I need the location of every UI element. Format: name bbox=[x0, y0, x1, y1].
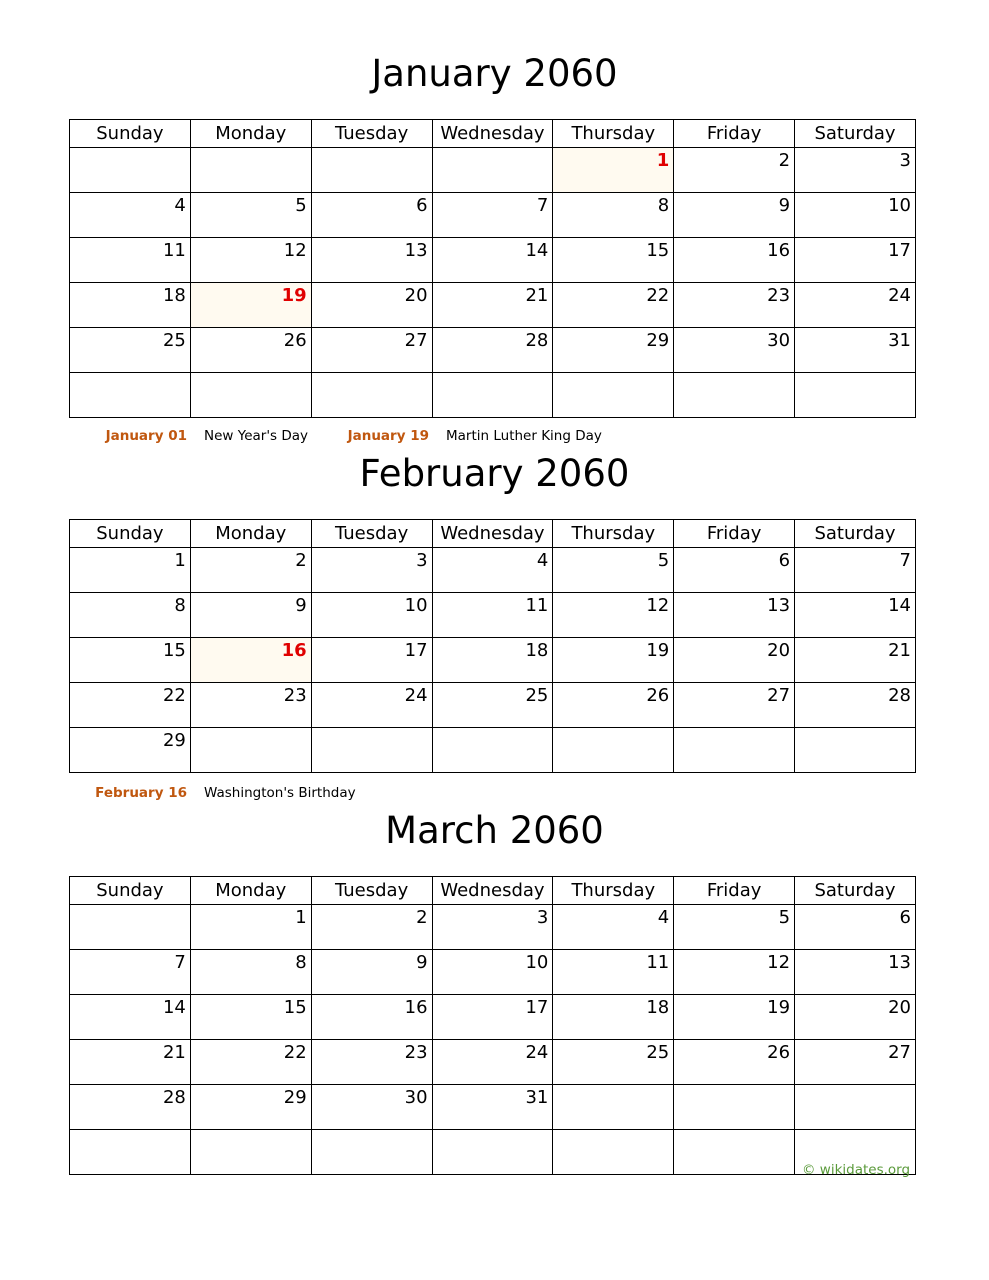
empty-day-cell[interactable] bbox=[311, 373, 432, 418]
day-cell[interactable]: 2 bbox=[311, 905, 432, 950]
week-row bbox=[70, 193, 916, 238]
day-cell[interactable]: 10 bbox=[795, 193, 916, 238]
week-row bbox=[70, 238, 916, 283]
day-cell[interactable]: 27 bbox=[674, 683, 795, 728]
weekday-header: Tuesday bbox=[311, 520, 432, 548]
day-cell[interactable]: 9 bbox=[190, 593, 311, 638]
day-cell[interactable]: 14 bbox=[795, 593, 916, 638]
day-cell[interactable]: 21 bbox=[795, 638, 916, 683]
holiday-date: January 19 bbox=[347, 428, 429, 444]
day-cell[interactable]: 13 bbox=[674, 593, 795, 638]
day-cell[interactable]: 6 bbox=[311, 193, 432, 238]
week-row bbox=[70, 995, 916, 1040]
empty-day-cell[interactable] bbox=[553, 373, 674, 418]
day-cell[interactable]: 17 bbox=[432, 995, 553, 1040]
empty-day-cell[interactable] bbox=[190, 728, 311, 773]
empty-day-cell[interactable] bbox=[553, 728, 674, 773]
day-cell[interactable]: 10 bbox=[311, 593, 432, 638]
weekday-header: Saturday bbox=[795, 120, 916, 148]
weekday-header: Tuesday bbox=[311, 120, 432, 148]
week-row bbox=[70, 373, 916, 418]
weekday-header: Friday bbox=[674, 120, 795, 148]
day-cell[interactable]: 18 bbox=[553, 995, 674, 1040]
weekday-header: Sunday bbox=[70, 520, 191, 548]
day-cell[interactable]: 29 bbox=[70, 728, 191, 773]
holiday-name: Washington's Birthday bbox=[204, 785, 356, 801]
week-row bbox=[70, 148, 916, 193]
weekday-header: Thursday bbox=[553, 877, 674, 905]
weekday-header: Wednesday bbox=[432, 120, 553, 148]
day-cell[interactable]: 22 bbox=[190, 1040, 311, 1085]
day-cell[interactable]: 26 bbox=[553, 683, 674, 728]
weekday-header: Friday bbox=[674, 520, 795, 548]
day-cell[interactable]: 23 bbox=[190, 683, 311, 728]
day-cell[interactable]: 27 bbox=[311, 328, 432, 373]
week-row bbox=[70, 638, 916, 683]
holiday-date: January 01 bbox=[105, 428, 187, 444]
day-cell[interactable]: 30 bbox=[674, 328, 795, 373]
day-cell[interactable]: 11 bbox=[70, 238, 191, 283]
empty-day-cell[interactable] bbox=[674, 1130, 795, 1175]
day-cell[interactable]: 24 bbox=[432, 1040, 553, 1085]
day-cell[interactable]: 4 bbox=[553, 905, 674, 950]
day-cell[interactable]: 22 bbox=[553, 283, 674, 328]
day-cell[interactable]: 17 bbox=[795, 238, 916, 283]
day-cell[interactable]: 23 bbox=[311, 1040, 432, 1085]
week-row bbox=[70, 950, 916, 995]
day-cell[interactable]: 8 bbox=[553, 193, 674, 238]
empty-day-cell[interactable] bbox=[190, 1130, 311, 1175]
month-title-march: March 2060 bbox=[385, 809, 604, 852]
week-row bbox=[70, 283, 916, 328]
day-cell[interactable]: 2 bbox=[674, 148, 795, 193]
day-cell[interactable]: 24 bbox=[311, 683, 432, 728]
day-cell[interactable]: 5 bbox=[674, 905, 795, 950]
week-row bbox=[70, 548, 916, 593]
day-cell[interactable]: 6 bbox=[795, 905, 916, 950]
month-title-february: February 2060 bbox=[359, 452, 630, 495]
empty-day-cell[interactable] bbox=[795, 1085, 916, 1130]
weekday-header-row bbox=[70, 120, 916, 148]
day-cell[interactable]: 12 bbox=[190, 238, 311, 283]
day-cell[interactable]: 21 bbox=[432, 283, 553, 328]
day-cell[interactable]: 30 bbox=[311, 1085, 432, 1130]
day-cell[interactable]: 10 bbox=[432, 950, 553, 995]
day-cell[interactable]: 28 bbox=[70, 1085, 191, 1130]
day-cell[interactable]: 31 bbox=[795, 328, 916, 373]
calendar-march bbox=[69, 876, 916, 1175]
day-cell[interactable]: 16 bbox=[311, 995, 432, 1040]
empty-day-cell[interactable] bbox=[311, 148, 432, 193]
weekday-header-row bbox=[70, 520, 916, 548]
day-cell[interactable]: 5 bbox=[190, 193, 311, 238]
day-cell[interactable]: 8 bbox=[70, 593, 191, 638]
day-cell[interactable]: 27 bbox=[795, 1040, 916, 1085]
day-cell[interactable]: 1 bbox=[70, 548, 191, 593]
empty-day-cell[interactable] bbox=[674, 728, 795, 773]
day-cell[interactable]: 7 bbox=[795, 548, 916, 593]
empty-day-cell[interactable] bbox=[674, 373, 795, 418]
day-cell[interactable]: 14 bbox=[432, 238, 553, 283]
empty-day-cell[interactable] bbox=[311, 1130, 432, 1175]
day-cell[interactable]: 11 bbox=[553, 950, 674, 995]
day-cell[interactable]: 13 bbox=[311, 238, 432, 283]
day-cell[interactable]: 29 bbox=[553, 328, 674, 373]
empty-day-cell[interactable] bbox=[432, 1130, 553, 1175]
weekday-header: Thursday bbox=[553, 120, 674, 148]
weekday-header: Sunday bbox=[70, 120, 191, 148]
empty-day-cell[interactable] bbox=[190, 148, 311, 193]
day-cell[interactable]: 31 bbox=[432, 1085, 553, 1130]
day-cell[interactable]: 19 bbox=[190, 283, 311, 328]
day-cell[interactable]: 18 bbox=[432, 638, 553, 683]
empty-day-cell[interactable] bbox=[70, 1130, 191, 1175]
day-cell[interactable]: 21 bbox=[70, 1040, 191, 1085]
day-cell[interactable]: 24 bbox=[795, 283, 916, 328]
footer-credit[interactable]: © wikidates.org bbox=[802, 1162, 911, 1178]
day-cell[interactable]: 8 bbox=[190, 950, 311, 995]
holiday-name: New Year's Day bbox=[204, 428, 309, 444]
day-cell[interactable]: 29 bbox=[190, 1085, 311, 1130]
day-cell[interactable]: 19 bbox=[674, 995, 795, 1040]
day-cell[interactable]: 11 bbox=[432, 593, 553, 638]
day-cell[interactable]: 15 bbox=[190, 995, 311, 1040]
empty-day-cell[interactable] bbox=[674, 1085, 795, 1130]
empty-day-cell[interactable] bbox=[432, 148, 553, 193]
week-row bbox=[70, 1130, 916, 1175]
calendar-january bbox=[69, 119, 916, 418]
day-cell[interactable]: 22 bbox=[70, 683, 191, 728]
day-cell[interactable]: 12 bbox=[674, 950, 795, 995]
weekday-header: Friday bbox=[674, 877, 795, 905]
day-cell[interactable]: 1 bbox=[190, 905, 311, 950]
empty-day-cell[interactable] bbox=[432, 728, 553, 773]
week-row bbox=[70, 1040, 916, 1085]
weekday-header: Monday bbox=[190, 520, 311, 548]
day-cell[interactable]: 25 bbox=[70, 328, 191, 373]
day-cell[interactable]: 7 bbox=[432, 193, 553, 238]
day-cell[interactable]: 9 bbox=[674, 193, 795, 238]
week-row bbox=[70, 328, 916, 373]
empty-day-cell[interactable] bbox=[553, 1085, 674, 1130]
empty-day-cell[interactable] bbox=[795, 728, 916, 773]
weekday-header: Wednesday bbox=[432, 877, 553, 905]
day-cell[interactable]: 20 bbox=[674, 638, 795, 683]
empty-day-cell[interactable] bbox=[190, 373, 311, 418]
day-cell[interactable]: 9 bbox=[311, 950, 432, 995]
day-cell[interactable]: 12 bbox=[553, 593, 674, 638]
day-cell[interactable]: 15 bbox=[70, 638, 191, 683]
day-cell[interactable]: 2 bbox=[190, 548, 311, 593]
week-row bbox=[70, 683, 916, 728]
week-row bbox=[70, 728, 916, 773]
day-cell[interactable]: 1 bbox=[553, 148, 674, 193]
day-cell[interactable]: 14 bbox=[70, 995, 191, 1040]
day-cell[interactable]: 25 bbox=[553, 1040, 674, 1085]
day-cell[interactable]: 6 bbox=[674, 548, 795, 593]
week-row bbox=[70, 905, 916, 950]
day-cell[interactable]: 7 bbox=[70, 950, 191, 995]
holiday-name: Martin Luther King Day bbox=[446, 428, 602, 444]
day-cell[interactable]: 4 bbox=[70, 193, 191, 238]
day-cell[interactable]: 5 bbox=[553, 548, 674, 593]
day-cell[interactable]: 20 bbox=[795, 995, 916, 1040]
day-cell[interactable]: 26 bbox=[190, 328, 311, 373]
day-cell[interactable]: 3 bbox=[432, 905, 553, 950]
weekday-header: Thursday bbox=[553, 520, 674, 548]
empty-day-cell[interactable] bbox=[311, 728, 432, 773]
empty-day-cell[interactable] bbox=[70, 905, 191, 950]
weekday-header: Monday bbox=[190, 877, 311, 905]
calendar-february bbox=[69, 519, 916, 773]
empty-day-cell[interactable] bbox=[70, 373, 191, 418]
weekday-header: Saturday bbox=[795, 877, 916, 905]
day-cell[interactable]: 16 bbox=[674, 238, 795, 283]
weekday-header: Saturday bbox=[795, 520, 916, 548]
week-row bbox=[70, 1085, 916, 1130]
day-cell[interactable]: 28 bbox=[432, 328, 553, 373]
day-cell[interactable]: 13 bbox=[795, 950, 916, 995]
day-cell[interactable]: 3 bbox=[311, 548, 432, 593]
day-cell[interactable]: 25 bbox=[432, 683, 553, 728]
month-title-january: January 2060 bbox=[371, 52, 618, 95]
holiday-date: February 16 bbox=[95, 785, 187, 801]
weekday-header-row bbox=[70, 877, 916, 905]
day-cell[interactable]: 19 bbox=[553, 638, 674, 683]
empty-day-cell[interactable] bbox=[432, 373, 553, 418]
day-cell[interactable]: 18 bbox=[70, 283, 191, 328]
day-cell[interactable]: 17 bbox=[311, 638, 432, 683]
day-cell[interactable]: 26 bbox=[674, 1040, 795, 1085]
empty-day-cell[interactable] bbox=[553, 1130, 674, 1175]
week-row bbox=[70, 593, 916, 638]
weekday-header: Wednesday bbox=[432, 520, 553, 548]
weekday-header: Tuesday bbox=[311, 877, 432, 905]
weekday-header: Sunday bbox=[70, 877, 191, 905]
day-cell[interactable]: 15 bbox=[553, 238, 674, 283]
day-cell[interactable]: 3 bbox=[795, 148, 916, 193]
empty-day-cell[interactable] bbox=[795, 373, 916, 418]
empty-day-cell[interactable] bbox=[70, 148, 191, 193]
day-cell[interactable]: 20 bbox=[311, 283, 432, 328]
day-cell[interactable]: 28 bbox=[795, 683, 916, 728]
day-cell[interactable]: 16 bbox=[190, 638, 311, 683]
weekday-header: Monday bbox=[190, 120, 311, 148]
day-cell[interactable]: 23 bbox=[674, 283, 795, 328]
day-cell[interactable]: 4 bbox=[432, 548, 553, 593]
